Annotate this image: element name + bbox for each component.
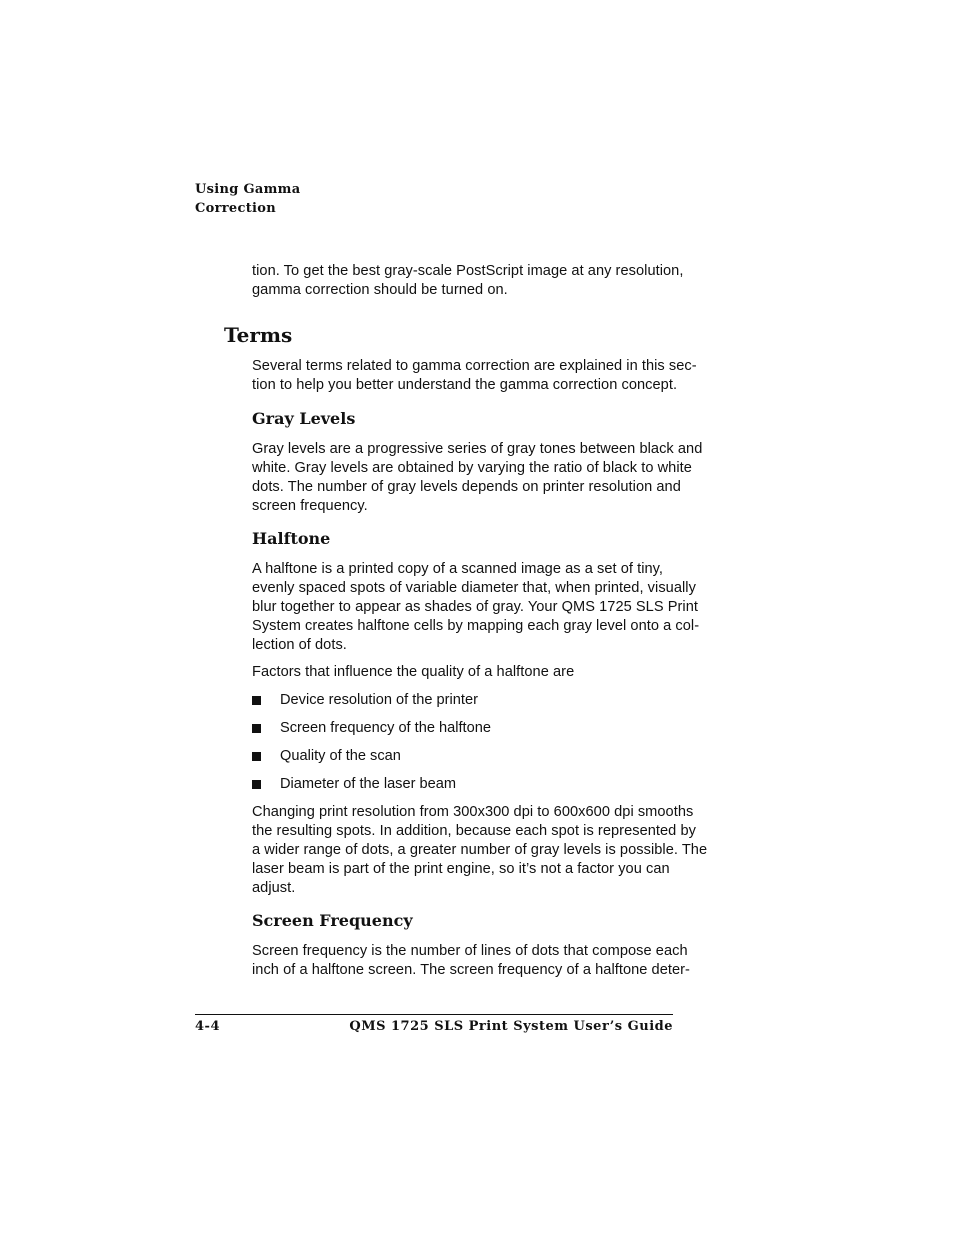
side-heading-line-1: Using Gamma — [195, 182, 301, 197]
gray-levels-paragraph — [252, 440, 730, 516]
text-line: inch of a halftone screen. The screen frequency of a halftone deter- — [252, 962, 690, 978]
text-line: a wider range of dots, a greater number of gray levels is possible. The — [252, 842, 708, 858]
text-line: the resulting spots. In addition, because each spot is represented by — [252, 823, 696, 839]
bullet-text: Device resolution of the printer — [280, 692, 478, 708]
side-heading-line-2: Correction — [195, 201, 276, 216]
text-line: Gray levels are a progressive series of gray tones between black and — [252, 441, 703, 457]
bullet-text: Diameter of the laser beam — [280, 776, 457, 792]
bullet-text: Quality of the scan — [280, 748, 401, 764]
resolution-paragraph — [252, 803, 730, 898]
screen-frequency-paragraph — [252, 942, 730, 980]
bullet-text: Screen frequency of the halftone — [280, 720, 491, 736]
text-line: dots. The number of gray levels depends on printer resolution and — [252, 479, 681, 495]
text-line: gamma correction should be turned on. — [252, 282, 508, 298]
text-line: A halftone is a printed copy of a scanned image as a set of tiny, — [252, 561, 664, 577]
square-bullet-icon — [252, 724, 261, 733]
screen-frequency-heading: Screen Frequency — [252, 911, 413, 930]
gray-levels-heading: Gray Levels — [252, 409, 356, 428]
text-line: Several terms related to gamma correction are explained in this sec- — [252, 358, 697, 374]
text-line: Factors that influence the quality of a halftone are — [252, 664, 575, 680]
terms-paragraph — [252, 357, 730, 395]
halftone-heading: Halftone — [252, 529, 331, 548]
text-line: Screen frequency is the number of lines of dots that compose each — [252, 943, 688, 959]
footer-rule — [195, 1014, 673, 1015]
text-line: white. Gray levels are obtained by varying the ratio of black to white — [252, 460, 692, 476]
side-heading — [195, 180, 300, 218]
text-line: screen frequency. — [252, 498, 368, 514]
text-line: Changing print resolution from 300x300 dpi to 600x600 dpi smooths — [252, 804, 694, 820]
text-line: adjust. — [252, 880, 296, 896]
square-bullet-icon — [252, 780, 261, 789]
terms-heading: Terms — [224, 323, 293, 347]
square-bullet-icon — [252, 752, 261, 761]
text-line: tion. To get the best gray-scale PostScript image at any resolution, — [252, 263, 684, 279]
halftone-paragraph — [252, 560, 730, 655]
text-line: laser beam is part of the print engine, so it’s not a factor you can — [252, 861, 670, 877]
text-line: tion to help you better understand the gamma correction concept. — [252, 377, 678, 393]
square-bullet-icon — [252, 696, 261, 705]
intro-paragraph — [252, 262, 730, 300]
text-line: evenly spaced spots of variable diameter that, when printed, visually — [252, 580, 696, 596]
footer-title: QMS 1725 SLS Print System User’s Guide — [349, 1019, 673, 1034]
factors-intro — [252, 663, 730, 682]
text-line: System creates halftone cells by mapping each gray level onto a col- — [252, 618, 700, 634]
page-number: 4-4 — [195, 1019, 220, 1034]
text-line: lection of dots. — [252, 637, 347, 653]
text-line: blur together to appear as shades of gray. Your QMS 1725 SLS Print — [252, 599, 698, 615]
